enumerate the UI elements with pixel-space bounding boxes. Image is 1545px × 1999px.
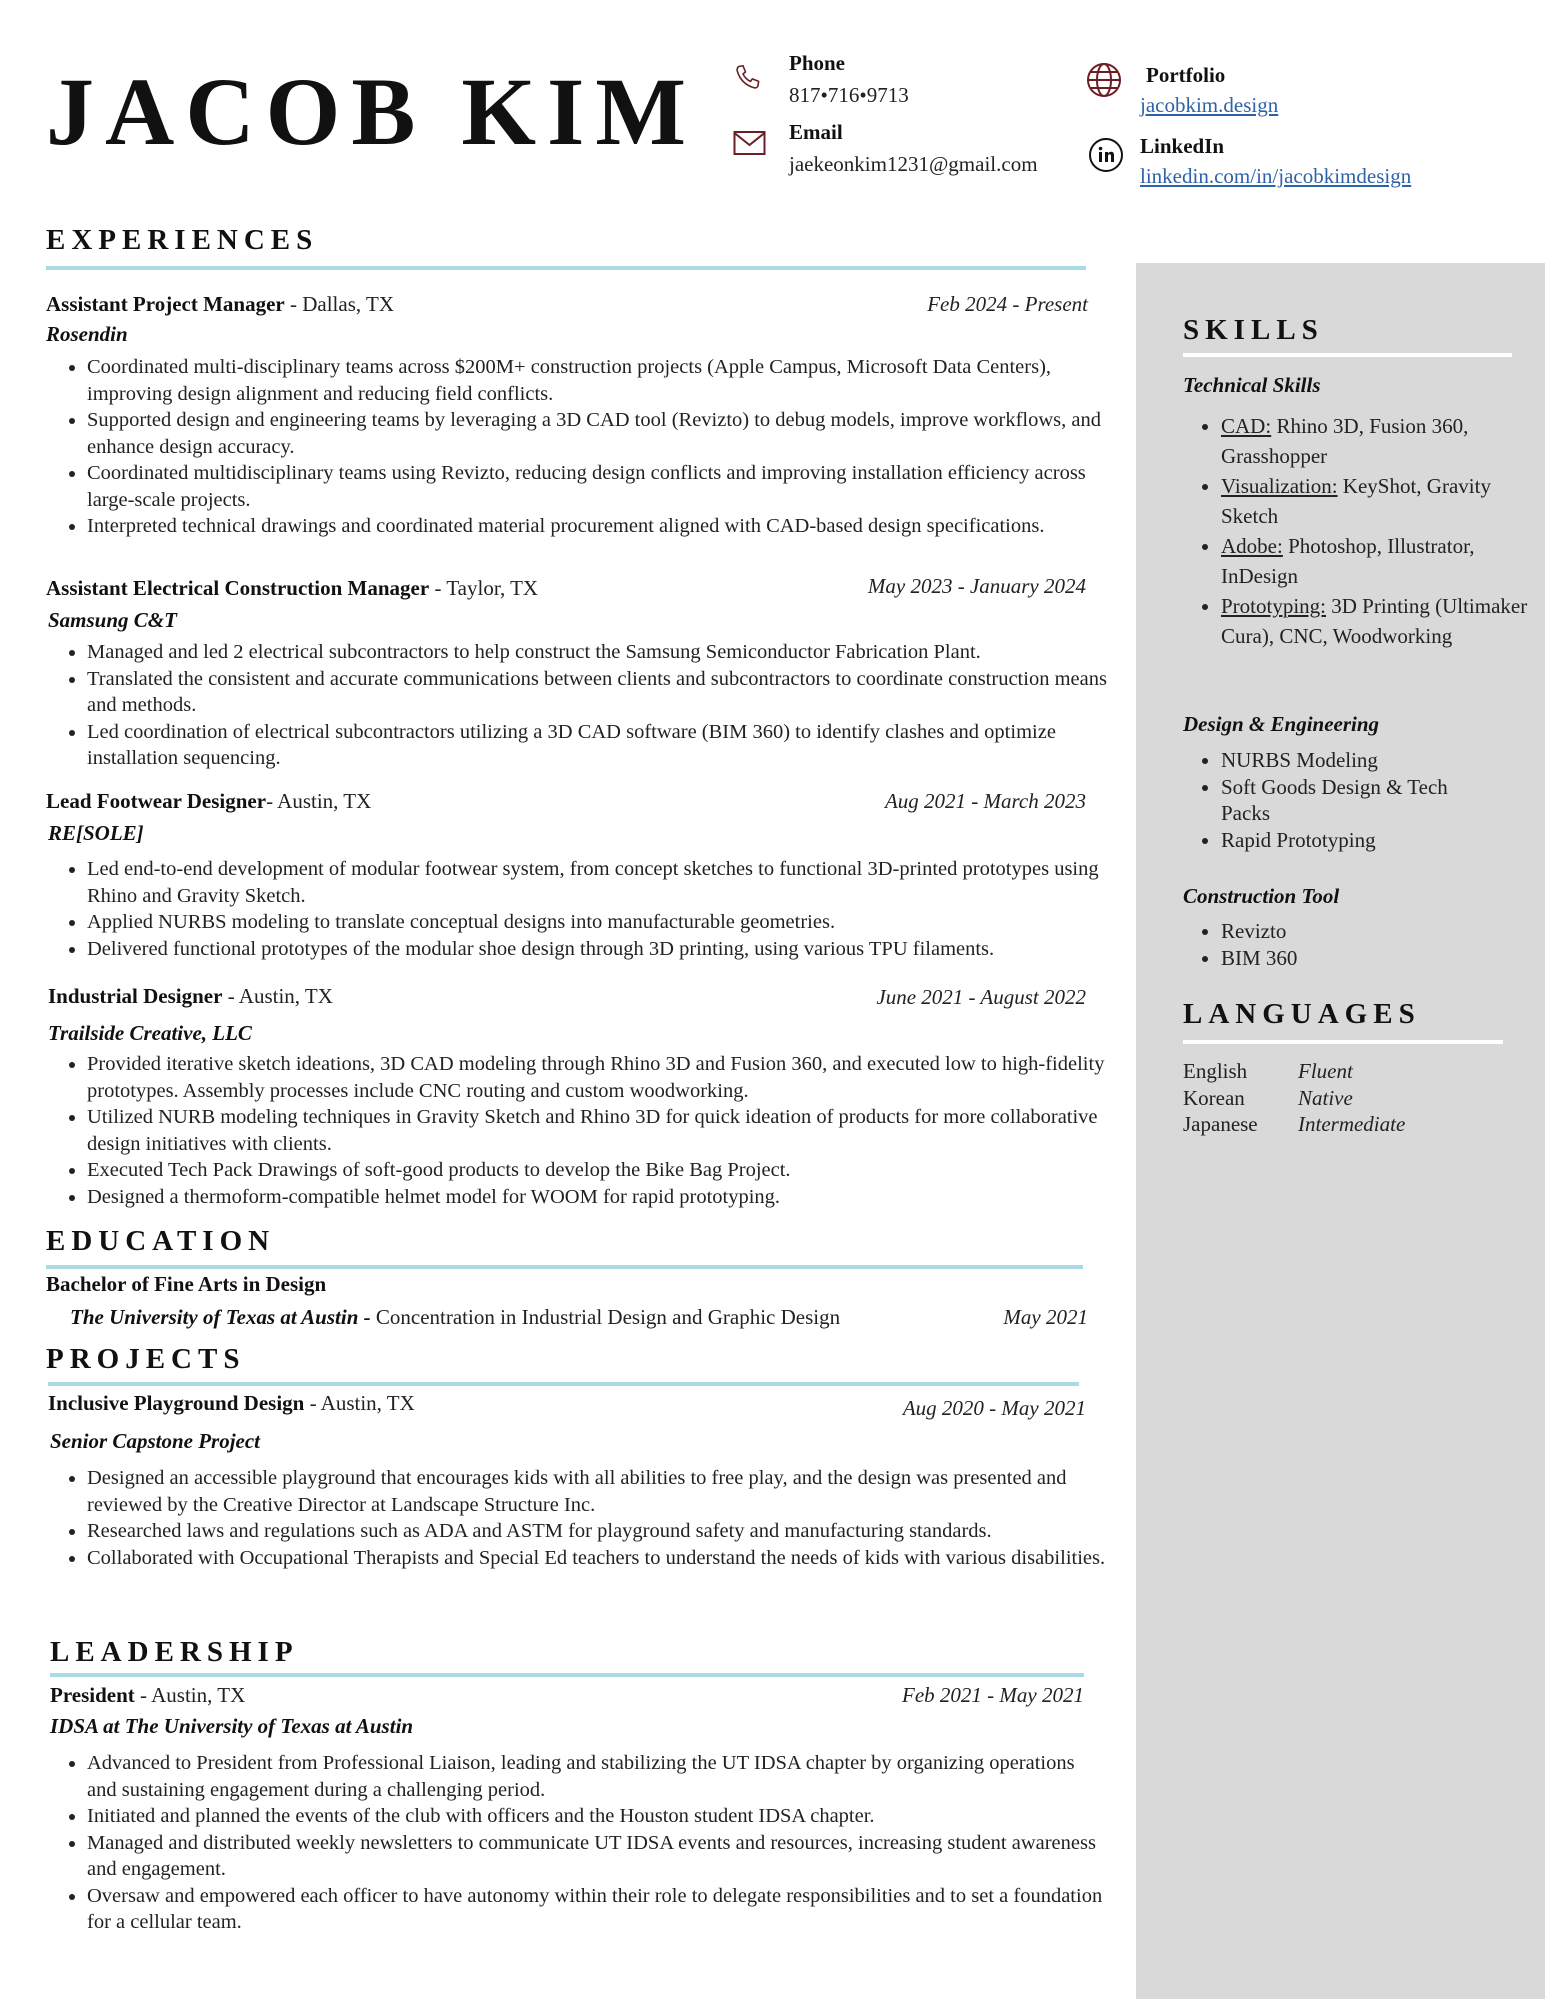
portfolio-label: Portfolio [1146, 63, 1226, 87]
portfolio-block [1140, 63, 1278, 118]
linkedin-block [1140, 134, 1411, 189]
candidate-name: JACOB KIM [46, 58, 697, 165]
list-item: • Utilized NURB modeling techniques in Gravity Sketch and Rhino 3D for quick ideation of products for more collaborative design initiatives with clients. [87, 1104, 1142, 1157]
construction-tool-list [1183, 918, 1521, 971]
project-date: Aug 2020 - May 2021 [902, 1396, 1086, 1420]
experiences-rule [46, 266, 1086, 270]
job-2-role: Assistant Electrical Construction Manager [46, 576, 430, 600]
phone-label: Phone [789, 51, 846, 75]
education-heading: EDUCATION [46, 1225, 276, 1257]
list-item: • Prototyping: 3D Printing (Ultimaker Cura), CNC, Woodworking [1221, 591, 1545, 651]
list-item: • Collaborated with Occupational Therapists and Special Ed teachers to understand the needs of kids with various disabilities. [87, 1545, 1132, 1572]
education-degree: Bachelor of Fine Arts in Design [46, 1272, 327, 1296]
list-item: • Designed an accessible playground that encourages kids with all abilities to free play, and the design was presented and reviewed by the Creative Director at Landscape Structure Inc. [87, 1465, 1132, 1518]
design-engineering-list [1183, 747, 1481, 853]
linkedin-link[interactable]: linkedin.com/in/jacobkimdesign [1140, 164, 1412, 189]
list-item: • Oversaw and empowered each officer to have autonomy within their role to delegate responsibilities and to set a foundation for a cellular team. [87, 1883, 1107, 1936]
job-4-location: - Austin, TX [222, 984, 333, 1008]
job-2-location: - Taylor, TX [429, 576, 539, 600]
job-2-header [46, 576, 538, 601]
list-item: • Soft Goods Design & Tech Packs [1221, 774, 1481, 827]
leadership-heading: LEADERSHIP [50, 1636, 299, 1668]
education-rule [46, 1265, 1083, 1269]
leadership-date: Feb 2021 - May 2021 [902, 1683, 1084, 1707]
job-2-bullets [47, 639, 1132, 772]
list-item: • BIM 360 [1221, 945, 1521, 972]
linkedin-icon [1088, 137, 1124, 173]
job-1-org: Rosendin [46, 322, 128, 346]
language-row: Korean Native [1183, 1085, 1353, 1110]
leadership-org: IDSA at The University of Texas at Austin [50, 1714, 414, 1738]
list-item: • Revizto [1221, 918, 1521, 945]
list-item: • Led coordination of electrical subcontractors utilizing a 3D CAD software (BIM 360) to identify clashes and optimize installation sequencing. [87, 719, 1132, 772]
leadership-role: President [50, 1683, 135, 1707]
leadership-bullets [47, 1750, 1107, 1936]
project-name: Inclusive Playground Design [48, 1391, 305, 1415]
job-1-role: Assistant Project Manager [46, 292, 285, 316]
list-item: • Managed and distributed weekly newsletters to communicate UT IDSA events and resources, increasing student awareness and engagement. [87, 1830, 1107, 1883]
globe-icon [1086, 62, 1122, 98]
leadership-header [50, 1683, 245, 1708]
list-item: • Visualization: KeyShot, Gravity Sketch [1221, 471, 1545, 531]
job-4-date: June 2021 - August 2022 [876, 985, 1086, 1009]
list-item: • Rapid Prototyping [1221, 827, 1481, 854]
list-item: • Supported design and engineering teams by leveraging a 3D CAD tool (Revizto) to debug models, improve workflows, and enhance design accuracy. [87, 407, 1132, 460]
list-item: • Initiated and planned the events of the club with officers and the Houston student IDSA chapter. [87, 1803, 1107, 1830]
projects-rule [48, 1382, 1079, 1386]
design-engineering-title: Design & Engineering [1183, 712, 1380, 736]
list-item: • Adobe: Photoshop, Illustrator, InDesign [1221, 531, 1545, 591]
email-label: Email [789, 120, 843, 144]
job-2-date: May 2023 - January 2024 [867, 574, 1086, 598]
list-item: • CAD: Rhino 3D, Fusion 360, Grasshopper [1221, 411, 1545, 471]
list-item: • NURBS Modeling [1221, 747, 1481, 774]
list-item: • Translated the consistent and accurate communications between clients and subcontractors to coordinate construction means and methods. [87, 666, 1132, 719]
list-item: • Provided iterative sketch ideations, 3D CAD modeling through Rhino 3D and Fusion 360, and executed low to high-fidelity prototypes. Assembly processes include CNC routing and custom woodworking. [87, 1051, 1142, 1104]
list-item: • Researched laws and regulations such as ADA and ASTM for playground safety and manufacturing standards. [87, 1518, 1132, 1545]
phone-icon [733, 62, 763, 92]
job-3-header [46, 789, 371, 814]
job-3-role: Lead Footwear Designer [46, 789, 267, 813]
list-item: • Led end-to-end development of modular footwear system, from concept sketches to functional 3D-printed prototypes using Rhino and Gravity Sketch. [87, 856, 1132, 909]
list-item: • Coordinated multi-disciplinary teams across $200M+ construction projects (Apple Campus, Microsoft Data Centers), improving design alignment and reducing field conflicts. [87, 354, 1132, 407]
list-item: • Interpreted technical drawings and coordinated material procurement aligned with CAD-based design specifications. [87, 513, 1132, 540]
job-1-date: Feb 2024 - Present [927, 292, 1088, 316]
linkedin-label: LinkedIn [1140, 134, 1225, 158]
list-item: • Applied NURBS modeling to translate conceptual designs into manufacturable geometries. [87, 909, 1132, 936]
list-item: • Managed and led 2 electrical subcontractors to help construct the Samsung Semiconductor Fabrication Plant. [87, 639, 1132, 666]
education-school: The University of Texas at Austin - [70, 1305, 376, 1329]
list-item: • Advanced to President from Professional Liaison, leading and stabilizing the UT IDSA chapter by organizing operations and sustaining engagement during a challenging period. [87, 1750, 1107, 1803]
phone-value: 817•716•9713 [789, 83, 909, 108]
job-4-role: Industrial Designer [48, 984, 223, 1008]
email-icon [733, 130, 766, 156]
job-4-org: Trailside Creative, LLC [48, 1021, 252, 1045]
job-4-header [48, 984, 333, 1009]
education-concentration: Concentration in Industrial Design and Graphic Design [375, 1305, 841, 1329]
construction-tool-title: Construction Tool [1183, 884, 1340, 908]
project-subtitle: Senior Capstone Project [50, 1429, 261, 1453]
email-value[interactable]: jaekeonkim1231@gmail.com [789, 152, 1038, 177]
leadership-rule [50, 1673, 1084, 1677]
technical-skills-list [1183, 411, 1545, 651]
experiences-heading: EXPERIENCES [46, 224, 319, 256]
skills-rule [1183, 353, 1512, 357]
languages-table [1183, 1058, 1405, 1138]
languages-rule [1183, 1040, 1503, 1044]
portfolio-link[interactable]: jacobkim.design [1140, 93, 1279, 118]
job-3-bullets [47, 856, 1132, 962]
job-1-location: - Dallas, TX [284, 292, 394, 316]
projects-heading: PROJECTS [46, 1343, 246, 1375]
education-date: May 2021 [1003, 1305, 1088, 1329]
job-3-date: Aug 2021 - March 2023 [884, 789, 1086, 813]
technical-skills-title: Technical Skills [1183, 373, 1321, 397]
languages-heading: LANGUAGES [1183, 998, 1421, 1030]
job-3-location: - Austin, TX [266, 789, 372, 813]
leadership-location: - Austin, TX [134, 1683, 246, 1707]
project-bullets [47, 1465, 1132, 1571]
list-item: • Delivered functional prototypes of the modular shoe design through 3D printing, using various TPU filaments. [87, 936, 1132, 963]
list-item: • Designed a thermoform-compatible helmet model for WOOM for rapid prototyping. [87, 1184, 1142, 1211]
skills-heading: SKILLS [1183, 314, 1324, 346]
job-4-bullets [47, 1051, 1142, 1210]
job-3-org: RE[SOLE] [48, 821, 144, 845]
job-1-bullets [47, 354, 1132, 540]
list-item: • Executed Tech Pack Drawings of soft-good products to develop the Bike Bag Project. [87, 1157, 1142, 1184]
language-row: English Fluent [1183, 1059, 1353, 1083]
language-row: Japanese Intermediate [1183, 1112, 1406, 1136]
phone-block [789, 51, 909, 108]
project-header [48, 1391, 415, 1416]
project-location: - Austin, TX [304, 1391, 415, 1415]
email-block [789, 120, 1038, 177]
job-1-header [46, 292, 394, 317]
job-2-org: Samsung C&T [48, 608, 177, 632]
education-school-line [70, 1305, 840, 1330]
list-item: • Coordinated multidisciplinary teams using Revizto, reducing design conflicts and improving installation efficiency across large-scale projects. [87, 460, 1132, 513]
